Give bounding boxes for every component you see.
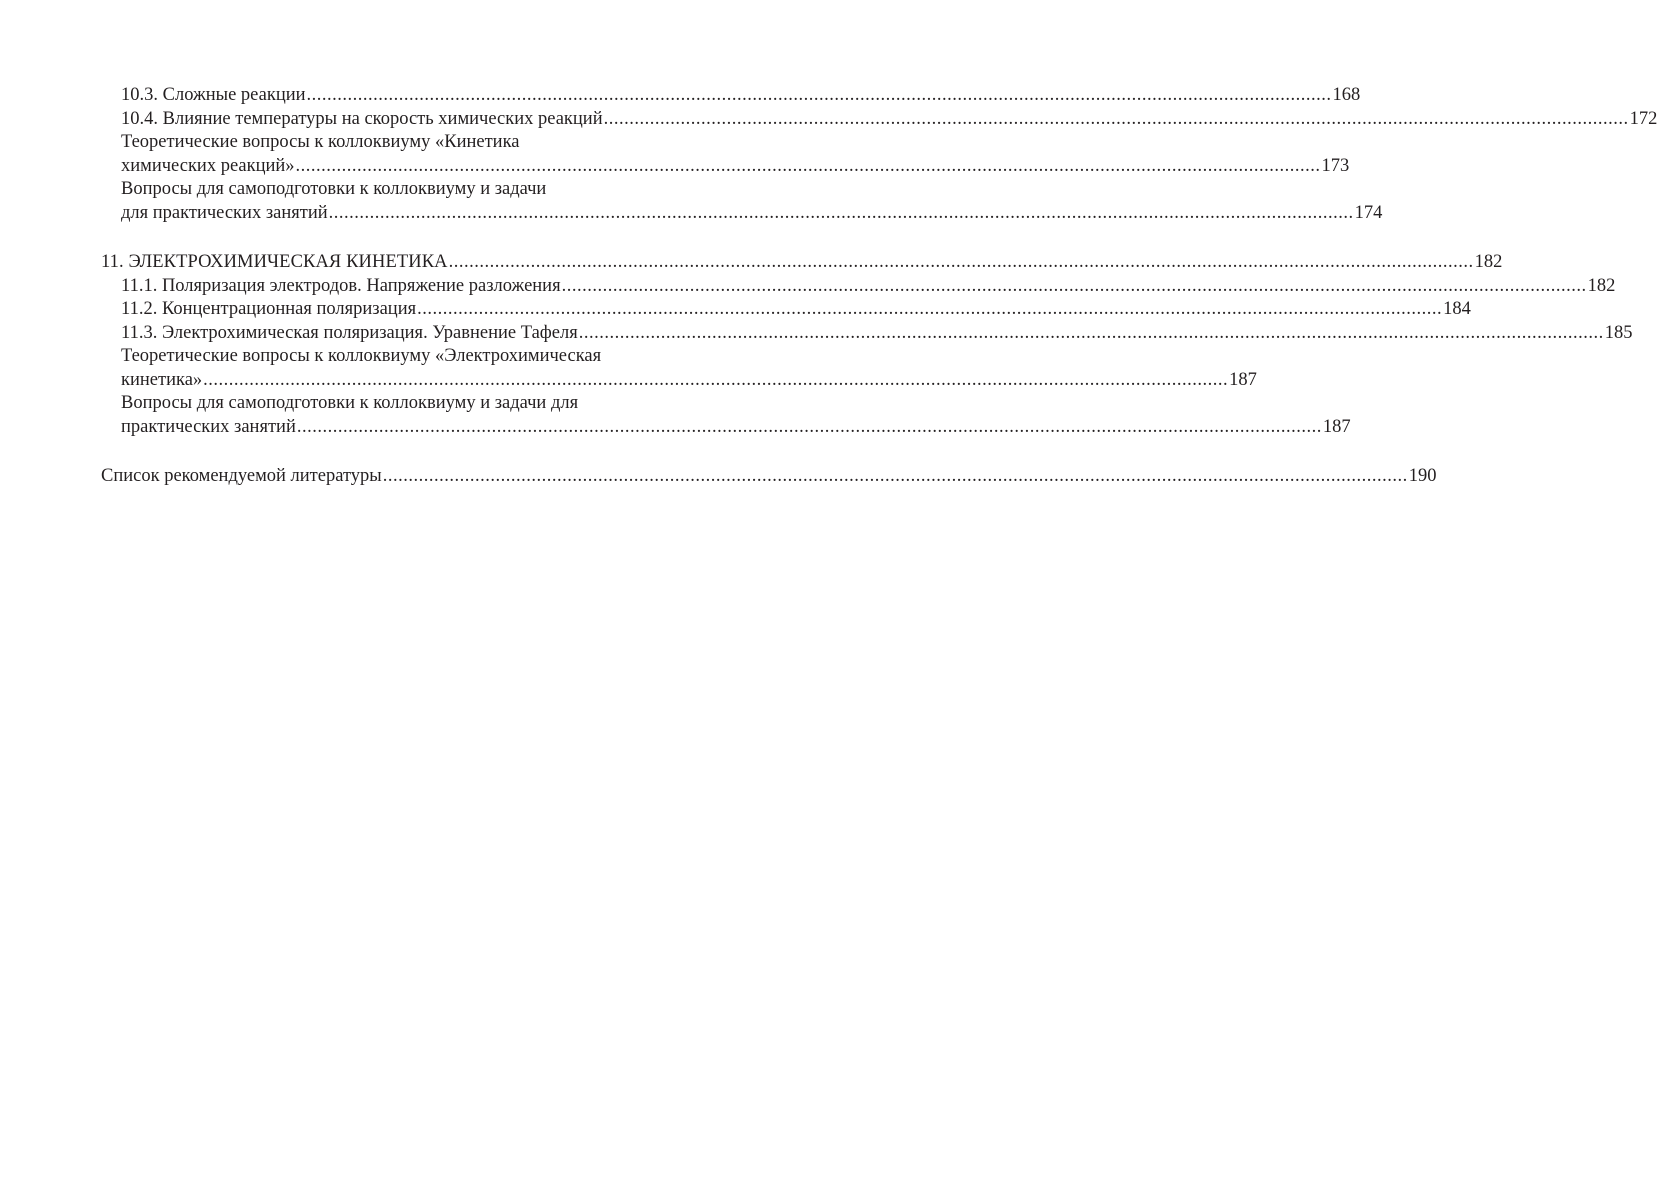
toc-entry-page: 174 (1354, 202, 1383, 223)
toc-entry-self-study-kinetics[interactable] (101, 202, 1383, 226)
toc-entry-title: 11.3. Электрохимическая поляризация. Уравнение Тафеля (121, 322, 578, 343)
toc-entry-title: Теоретические вопросы к коллоквиуму «Электрохимическая (121, 346, 602, 366)
dot-leader: ........................................................................................................................................................................................................ (417, 299, 1443, 319)
section-gap (101, 439, 749, 465)
toc-entry-title: 10.3. Сложные реакции (121, 85, 306, 105)
toc-entry-title: 10.4. Влияние температуры на скорость химических реакций (121, 108, 603, 129)
dot-leader: ........................................................................................................................................................................................................ (382, 466, 1408, 486)
dot-leader: ........................................................................................................................................................................................................ (295, 155, 1321, 176)
toc-entry-11-2[interactable] (101, 298, 1471, 322)
toc-chapter-11[interactable] (101, 251, 1503, 275)
dot-leader: ........................................................................................................................................................................................................ (448, 252, 1474, 272)
toc-entry-page: 173 (1321, 155, 1350, 176)
toc-entry-11-1[interactable] (101, 275, 1616, 299)
toc-entry-theory-questions-kinetics-line1[interactable] (101, 131, 749, 155)
toc-entry-theory-questions-electrochem-line1[interactable] (101, 345, 749, 369)
toc-entry-title: Список рекомендуемой литературы (101, 466, 382, 486)
toc-entry-page: 187 (1229, 369, 1257, 390)
toc-entry-10-4[interactable] (101, 108, 1657, 132)
table-of-contents (101, 84, 1657, 489)
toc-entry-self-study-kinetics-line1[interactable] (101, 178, 749, 202)
toc-entry-page: 190 (1408, 466, 1437, 486)
toc-bibliography[interactable] (101, 465, 1437, 489)
toc-entry-self-study-electrochem[interactable] (101, 416, 1351, 440)
toc-entry-page: 182 (1474, 252, 1503, 272)
toc-entry-title: Вопросы для самоподготовки к коллоквиуму и задачи для (121, 393, 579, 413)
dot-leader: ........................................................................................................................................................................................................ (603, 108, 1629, 129)
dot-leader: ........................................................................................................................................................................................................ (203, 369, 1229, 390)
toc-entry-title: химических реакций» (121, 155, 295, 176)
section-gap (101, 225, 749, 251)
toc-entry-title: Теоретические вопросы к коллоквиуму «Кинетика (121, 132, 520, 152)
toc-entry-self-study-electrochem-line1[interactable] (101, 392, 749, 416)
toc-entry-title: 11.1. Поляризация электродов. Напряжение разложения (121, 275, 561, 296)
toc-entry-title: Вопросы для самоподготовки к коллоквиуму и задачи (121, 179, 547, 199)
toc-entry-page: 184 (1443, 299, 1471, 319)
dot-leader: ........................................................................................................................................................................................................ (578, 322, 1604, 343)
toc-entry-theory-questions-kinetics[interactable] (101, 155, 1350, 179)
toc-entry-title: кинетика» (121, 369, 203, 390)
toc-entry-title: практических занятий (121, 416, 296, 437)
toc-entry-page: 182 (1587, 275, 1616, 296)
toc-chapter-title: 11. ЭЛЕКТРОХИМИЧЕСКАЯ КИНЕТИКА (101, 252, 448, 272)
toc-entry-page: 187 (1322, 416, 1351, 437)
toc-entry-title: 11.2. Концентрационная поляризация (121, 299, 417, 319)
toc-entry-title: для практических занятий (121, 202, 328, 223)
dot-leader: ........................................................................................................................................................................................................ (306, 85, 1332, 105)
toc-entry-page: 168 (1332, 85, 1361, 105)
dot-leader: ........................................................................................................................................................................................................ (561, 275, 1587, 296)
toc-entry-page: 172 (1629, 108, 1657, 129)
dot-leader: ........................................................................................................................................................................................................ (296, 416, 1322, 437)
toc-entry-11-3[interactable] (101, 322, 1633, 346)
dot-leader: ........................................................................................................................................................................................................ (328, 202, 1354, 223)
toc-entry-10-3[interactable] (101, 84, 1361, 108)
toc-entry-theory-questions-electrochem[interactable] (101, 369, 1257, 393)
toc-entry-page: 185 (1604, 322, 1633, 343)
